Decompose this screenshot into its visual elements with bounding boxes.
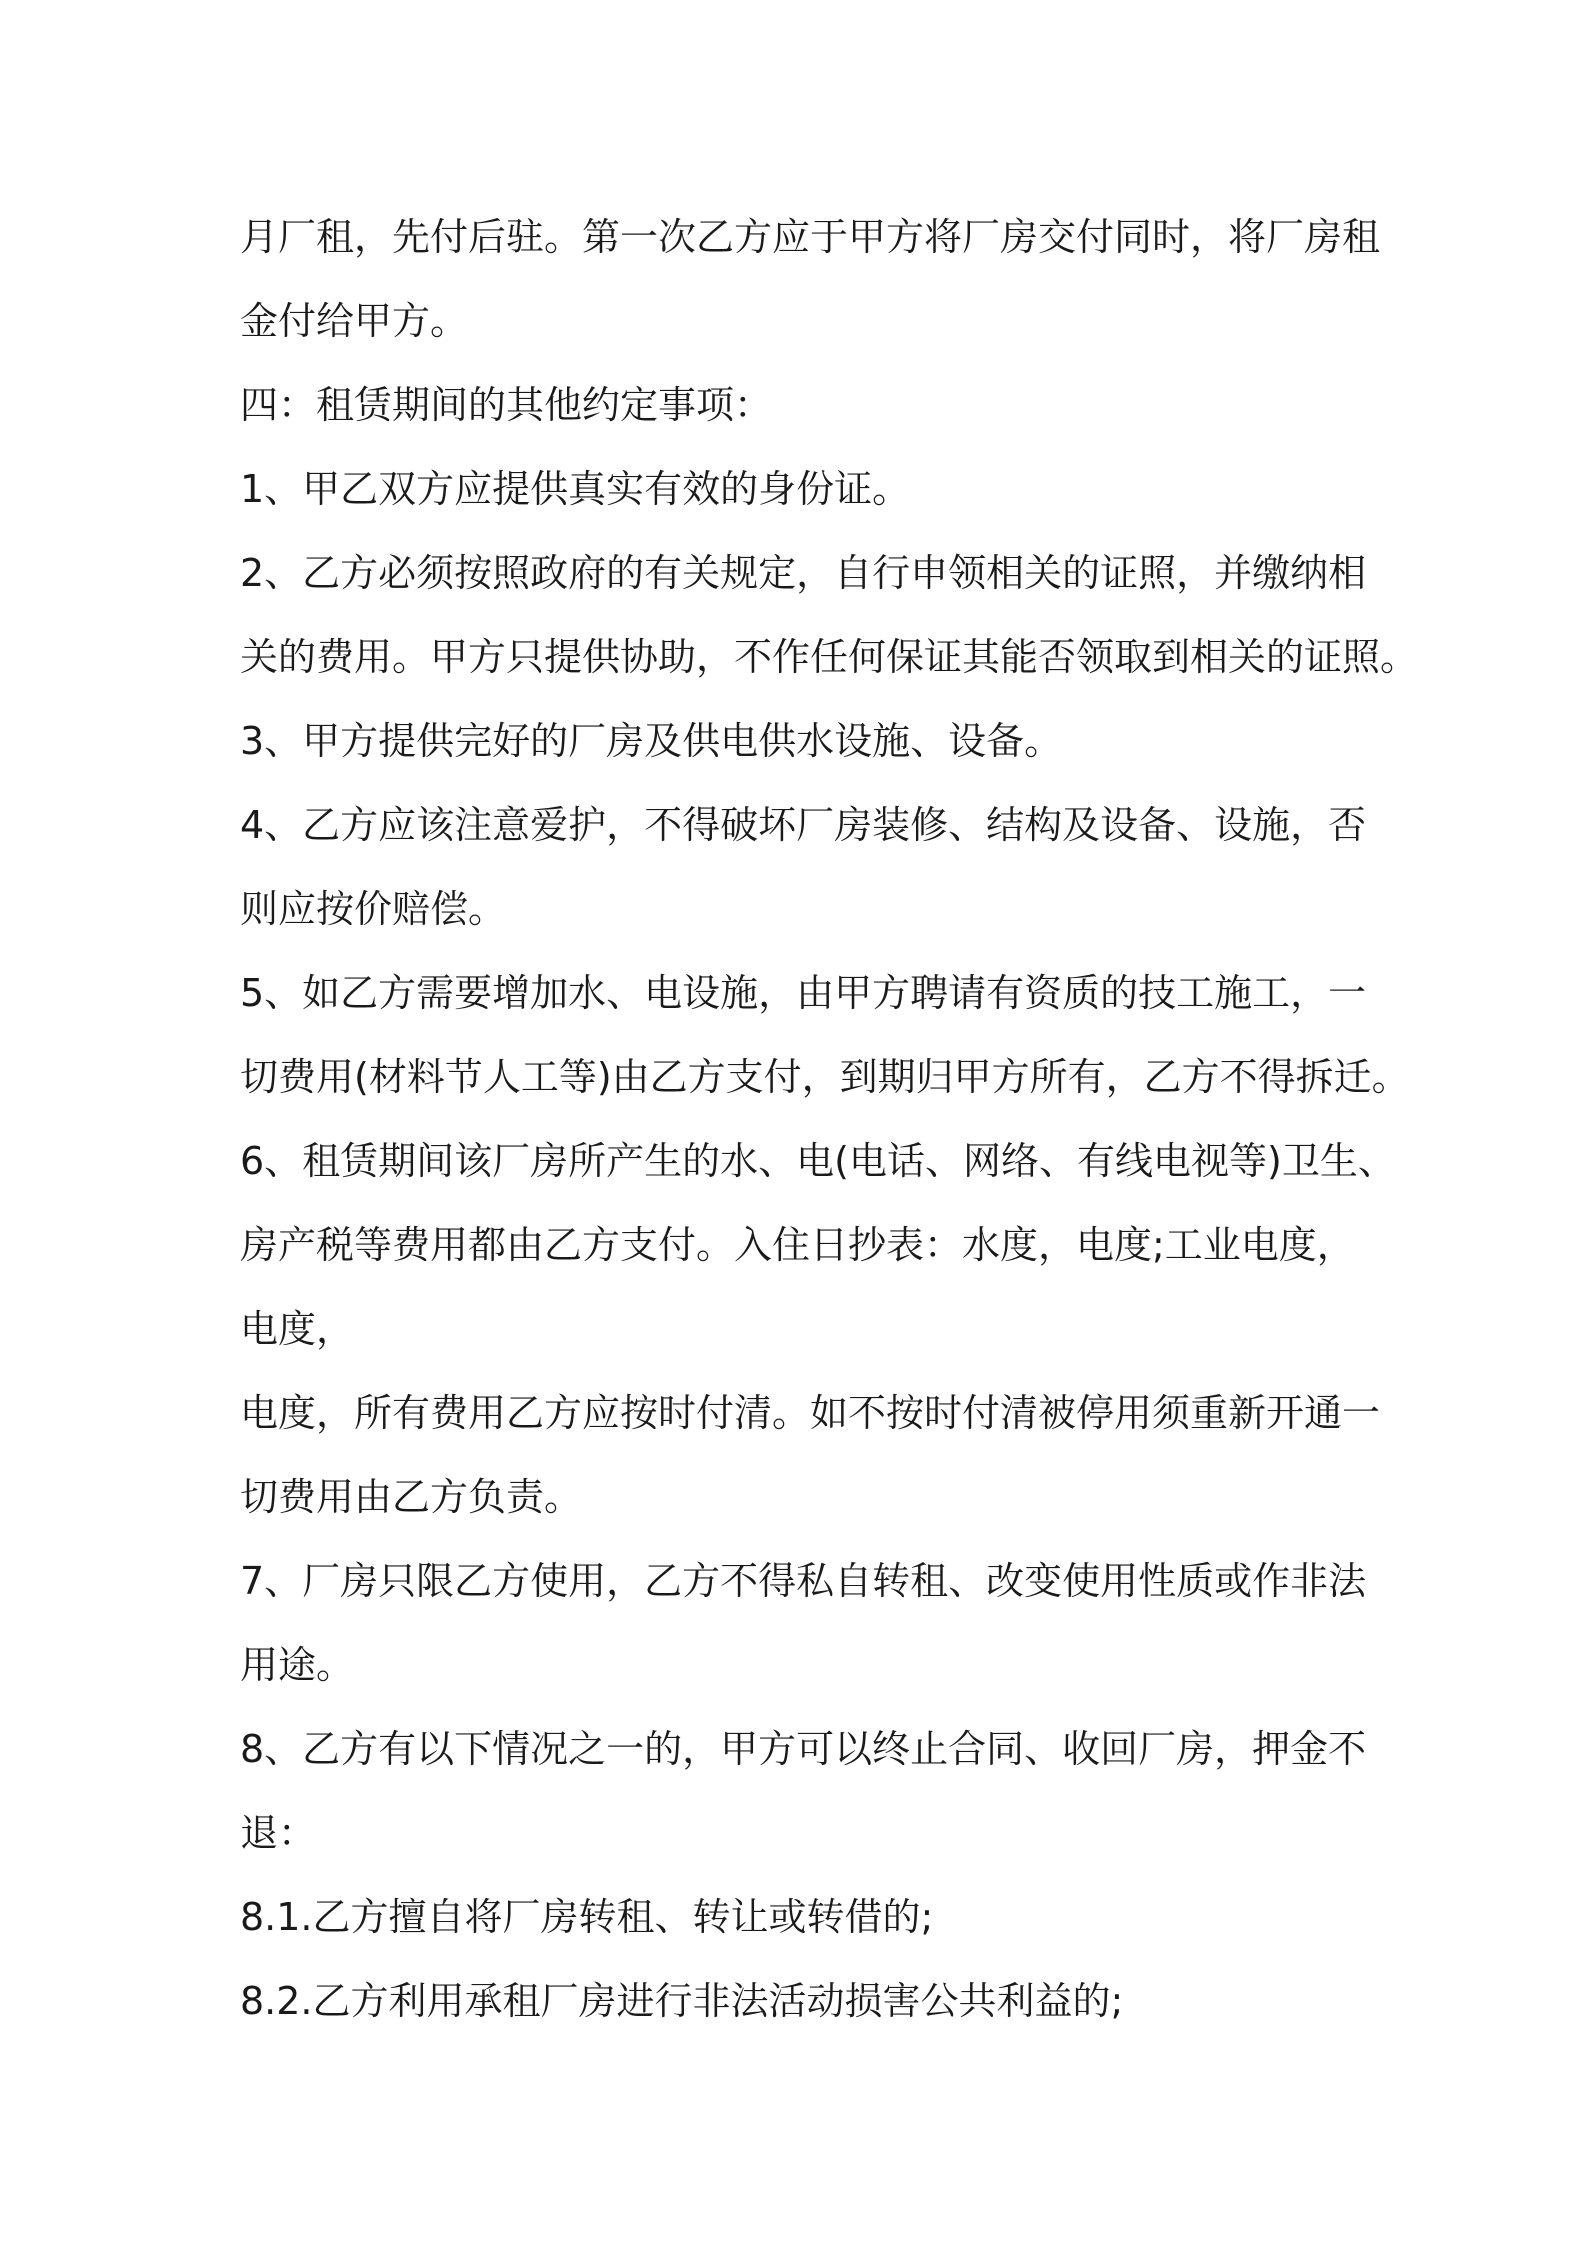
section-heading: 四：租赁期间的其他约定事项： (240, 383, 773, 427)
contract-text (240, 195, 1419, 2043)
clause-3: 3、甲方提供完好的厂房及供电供水设施、设备。 (240, 719, 1063, 763)
text-line: 电度，所有费用乙方应按时付清。如不按时付清被停用须重新开通一 (240, 1391, 1381, 1435)
clause-6: 6、租赁期间该厂房所产生的水、电(电话、网络、有线电视等)卫生、 (240, 1139, 1396, 1183)
text-line: 切费用(材料节人工等)由乙方支付，到期归甲方所有，乙方不得拆迁。 (240, 1055, 1410, 1099)
clause-8-2: 8.2.乙方利用承租厂房进行非法活动损害公共利益的; (240, 1979, 1124, 2023)
clause-8-1: 8.1.乙方擅自将厂房转租、转让或转借的; (240, 1895, 934, 1939)
clause-4: 4、乙方应该注意爱护，不得破坏厂房装修、结构及设备、设施，否 (240, 803, 1367, 847)
text-line: 关的费用。甲方只提供协助，不作任何保证其能否领取到相关的证照。 (240, 635, 1419, 679)
clause-7: 7、厂房只限乙方使用，乙方不得私自转租、改变使用性质或作非法 (240, 1559, 1367, 1603)
clause-2: 2、乙方必须按照政府的有关规定，自行申领相关的证照，并缴纳相 (240, 551, 1367, 595)
clause-1: 1、甲乙双方应提供真实有效的身份证。 (240, 467, 911, 511)
text-line: 退： (240, 1811, 317, 1855)
text-line: 用途。 (240, 1643, 355, 1687)
text-line: 金付给甲方。 (240, 299, 469, 343)
text-line: 则应按价赔偿。 (240, 887, 507, 931)
text-line: 切费用由乙方负责。 (240, 1475, 583, 1519)
text-line: 电度， (240, 1307, 355, 1351)
text-line: 房产税等费用都由乙方支付。入住日抄表：水度，电度;工业电度， (240, 1223, 1355, 1267)
text-line: 月厂租，先付后驻。第一次乙方应于甲方将厂房交付同时，将厂房租 (240, 215, 1381, 259)
clause-8: 8、乙方有以下情况之一的，甲方可以终止合同、收回厂房，押金不 (240, 1727, 1367, 1771)
clause-5: 5、如乙方需要增加水、电设施，由甲方聘请有资质的技工施工，一 (240, 971, 1367, 1015)
